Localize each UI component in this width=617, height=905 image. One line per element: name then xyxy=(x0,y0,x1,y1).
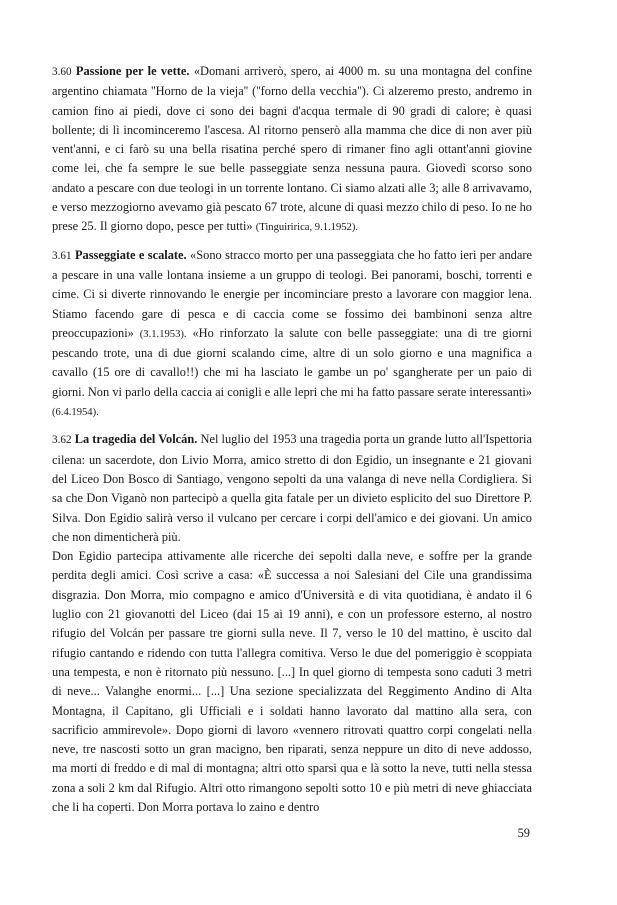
paragraph xyxy=(52,547,532,817)
section-number: 3.60 xyxy=(52,66,72,78)
section-body-continued: «Ho rinforzato la salute con belle passeggiate: una di tre giorni pescando trote, una di due giorni scalando cime, altre di un solo giorno e una magnifica a cavallo (15 ore di cavallo!!) che mi ha lasciato le gambe un po' sgangherate per un paio di giorni. Non vi parlo della caccia ai conigli e alle lepri che mi ha fatto passare serate interessanti» xyxy=(52,325,532,399)
section-body: «Sono stracco morto per una passeggiata che ho fatto ieri per andare a pescare in una valle lontana insieme a un gruppo di teologi. Bei panorami, boschi, torrenti e cime. Ci si diverte rinnovando le energie per incominciare presto a lavorare con maggior lena. Stiamo facendo gare di pesca e di caccia come se fossimo dei bambinoni senza altre preoccupazioni» xyxy=(52,247,532,340)
paragraph xyxy=(52,62,532,238)
section-body-continued: Don Egidio partecipa attivamente alle ricerche dei sepolti dalla neve, e soffre per la grande perdita degli amici. Così scrive a casa: «È successa a noi Salesiani del Cile una grandissima disgrazia. Don Morra, mio compagno e amico d'Università e di vita quotidiana, è andato il 6 luglio con 21 giovanotti del Liceo (dai 15 ai 19 anni), e con un professore esterno, al nostro rifugio del Volcán per passare tre giorni sulla neve. Il 7, verso le 10 del mattino, è uscito dal rifugio cantando e ridendo con tutta l'allegra comitiva. Verso le due del pomeriggio è scoppiata una tempesta, e non è ritornato più nessuno. [...] In quel giorno di tempesta sono caduti 3 metri di neve... Valanghe enormi... [...] Una sezione specializzata del Reggimento Andino di Alta Montagna, il Capitano, gli Ufficiali e i soldati hanno lavorato dal mattino alla sera, con sacrificio ammirevole». Dopo giorni di lavoro «vennero ritrovati quattro corpi congelati nella neve, tre nascosti sotto un gran macigno, ben riparati, senza neppure un dito di neve addosso, ma morti di freddo e di mal di montagna; altri otto sparsi qua e là sotto la neve, tutti nella stessa zona a soli 2 km dal Rifugio. Altri otto rimangono sepolti sotto 10 e più metri di neve ghiacciata che li ha coperti. Don Morra portava lo zaino e dentro xyxy=(52,549,532,814)
section-citation: (3.1.1953). xyxy=(139,328,187,340)
section-body: Nel luglio del 1953 una tragedia porta un grande lutto all'Ispettoria cilena: un sacerdote, don Livio Morra, amico stretto di don Egidio, un insegnante e 21 giovani del Liceo Don Bosco di Santiago, vengono sepolti da una valanga di neve nella Cordigliera. Si sa che Don Viganò non partecipò a quella gita fatale per un divieto esplicito del suo Direttore P. Silva. Don Egidio salirà verso il vulcano per cercare i corpi dell'amico e dei giovani. Un amico che non dimenticherà più. xyxy=(52,432,532,544)
page-text xyxy=(52,62,532,817)
section-3-61 xyxy=(52,246,532,423)
section-title: La tragedia del Volcán. xyxy=(74,432,198,447)
section-citation: (Tinguiririca, 9.1.1952). xyxy=(255,222,359,234)
section-3-60 xyxy=(52,62,532,238)
section-title: Passeggiate e scalate. xyxy=(74,247,187,262)
page-number: 59 xyxy=(517,826,530,840)
section-number: 3.61 xyxy=(52,249,72,262)
paragraph xyxy=(52,430,532,547)
section-number: 3.62 xyxy=(52,434,72,447)
paragraph xyxy=(52,246,532,423)
section-body: «Domani arriverò, spero, ai 4000 m. su una montagna del confine argentino chiamata ''Horno de la vieja'' (''forno della vecchia''). Ci alzeremo presto, andremo in camion fino ai piedi, dove ci sono dei bagni d'acqua termale di 90 gradi di calore; è quasi bollente; di lì incominceremo l'ascesa. Al ritorno penserò alla mamma che dice di non aver più vent'anni, e ci farò su una bella risatina perché spero di rimaner fino agli ottant'anni giovine come lei, che fa sempre le sue belle passeggiate senza nessuna paura. Giovedì scorso sono andato a pescare con due teologi in un torrente lontano. Ci siamo alzati alle 3; alle 8 arrivavamo, e verso mezzogiorno avevamo già pescato 67 trote, alcune di quasi mezzo chilo di peso. Io ne ho prese 25. Il giorno dopo, pesce per tutti» xyxy=(52,64,532,234)
section-3-62 xyxy=(52,430,532,817)
section-title: Passione per le vette. xyxy=(75,64,190,78)
section-citation-2: (6.4.1954). xyxy=(52,407,99,419)
